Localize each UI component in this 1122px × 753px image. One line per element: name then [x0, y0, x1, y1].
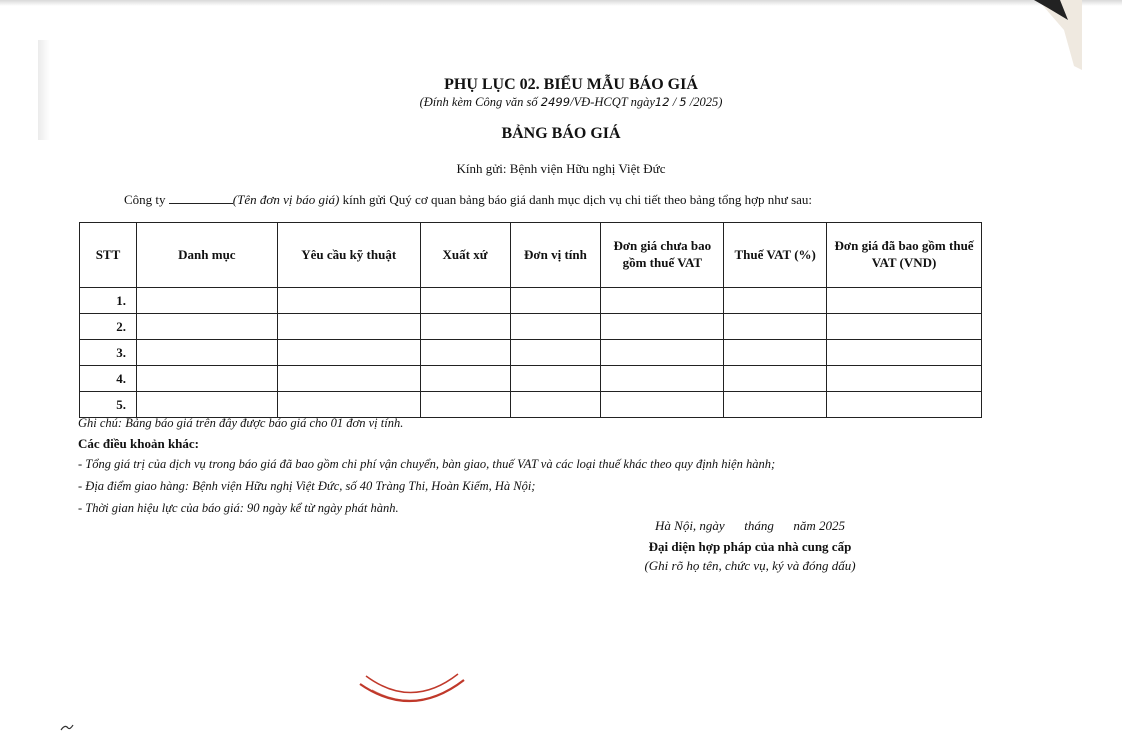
table-cell — [827, 392, 982, 418]
table-row — [80, 340, 982, 366]
col-origin: Xuất xứ — [420, 223, 510, 288]
col-requirements: Yêu cầu kỹ thuật — [277, 223, 420, 288]
page-top-edge — [0, 0, 1122, 6]
intro-line — [124, 191, 812, 208]
term-item: - Địa điểm giao hàng: Bệnh viện Hữu nghị Việt Đức, số 40 Tràng Thi, Hoàn Kiếm, Hà Nội; — [78, 479, 536, 493]
table-cell — [827, 288, 982, 314]
stamp-mark — [352, 662, 472, 712]
table-cell — [827, 340, 982, 366]
pen-mark — [60, 722, 74, 732]
reference-day: 12 — [654, 95, 670, 109]
table-note: Ghi chú: Bảng báo giá trên đây được báo giá cho 01 đơn vị tính. — [78, 416, 404, 430]
table-cell — [724, 366, 827, 392]
table-cell — [601, 340, 724, 366]
term-item: - Thời gian hiệu lực của báo giá: 90 ngày kể từ ngày phát hành. — [78, 501, 399, 515]
col-vat: Thuế VAT (%) — [724, 223, 827, 288]
table-row — [80, 366, 982, 392]
row-number: 4. — [80, 366, 137, 392]
table-cell — [724, 392, 827, 418]
col-stt: STT — [80, 223, 137, 288]
folded-corner — [1034, 0, 1082, 70]
company-label: Công ty — [124, 192, 166, 207]
row-number: 3. — [80, 340, 137, 366]
terms-title: Các điều khoản khác: — [78, 436, 199, 451]
table-cell — [510, 392, 601, 418]
table-cell — [136, 314, 277, 340]
col-category: Danh mục — [136, 223, 277, 288]
table-cell — [277, 392, 420, 418]
reference-year: /2025) — [689, 95, 723, 109]
table-cell — [136, 340, 277, 366]
reference-date-label: ngày — [630, 95, 655, 109]
table-cell — [510, 366, 601, 392]
table-cell — [420, 314, 510, 340]
table-row — [80, 288, 982, 314]
table-header-row — [80, 223, 982, 288]
table-cell — [420, 340, 510, 366]
table-cell — [601, 288, 724, 314]
table-cell — [277, 288, 420, 314]
reference-prefix: (Đính kèm Công văn số — [419, 95, 538, 109]
table-row — [80, 314, 982, 340]
quote-table — [79, 222, 982, 418]
table-cell — [827, 366, 982, 392]
table-cell — [601, 314, 724, 340]
table-cell — [277, 340, 420, 366]
term-item: - Tổng giá trị của dịch vụ trong báo giá đã bao gồm chi phí vận chuyển, bàn giao, thuế VAT và các loại thuế khác theo quy định hiện hành; — [78, 457, 776, 471]
signature-instruction: (Ghi rõ họ tên, chức vụ, ký và đóng dấu) — [644, 558, 856, 573]
place-date: Hà Nội, ngày tháng năm 2025 — [655, 518, 845, 533]
intro-text: kính gửi Quý cơ quan bảng báo giá danh mục dịch vụ chi tiết theo bảng tổng hợp như sau: — [342, 192, 813, 207]
table-cell — [420, 366, 510, 392]
table-cell — [724, 340, 827, 366]
table-cell — [420, 288, 510, 314]
table-cell — [136, 288, 277, 314]
col-price-excl-vat: Đơn giá chưa bao gồm thuế VAT — [601, 223, 724, 288]
table-cell — [136, 392, 277, 418]
row-number: 2. — [80, 314, 137, 340]
company-blank — [169, 191, 233, 204]
table-cell — [510, 340, 601, 366]
table-cell — [601, 392, 724, 418]
reference-code: /VĐ-HCQT — [570, 95, 628, 109]
reference-month: 5 — [679, 95, 687, 109]
table-cell — [724, 314, 827, 340]
table-cell — [277, 314, 420, 340]
col-price-incl-vat: Đơn giá đã bao gồm thuế VAT (VND) — [827, 223, 982, 288]
table-cell — [136, 366, 277, 392]
table-cell — [277, 366, 420, 392]
table-cell — [724, 288, 827, 314]
row-number: 1. — [80, 288, 137, 314]
col-unit: Đơn vị tính — [510, 223, 601, 288]
table-cell — [510, 314, 601, 340]
table-cell — [827, 314, 982, 340]
table-cell — [420, 392, 510, 418]
reference-number: 2499 — [540, 95, 571, 109]
reference-line: (Đính kèm Công văn số 2499/VĐ-HCQT ngày12 / 5 /2025) — [419, 95, 723, 109]
table-row — [80, 392, 982, 418]
table-cell — [510, 288, 601, 314]
table-cell — [601, 366, 724, 392]
addressee: Kính gửi: Bệnh viện Hữu nghị Việt Đức — [456, 161, 666, 176]
row-number: 5. — [80, 392, 137, 418]
company-hint: (Tên đơn vị báo giá) — [232, 192, 340, 207]
form-title: BẢNG BÁO GIÁ — [501, 125, 621, 142]
document-title: PHỤ LỤC 02. BIỂU MẪU BÁO GIÁ — [444, 76, 698, 93]
signatory-role: Đại diện hợp pháp của nhà cung cấp — [648, 539, 852, 554]
